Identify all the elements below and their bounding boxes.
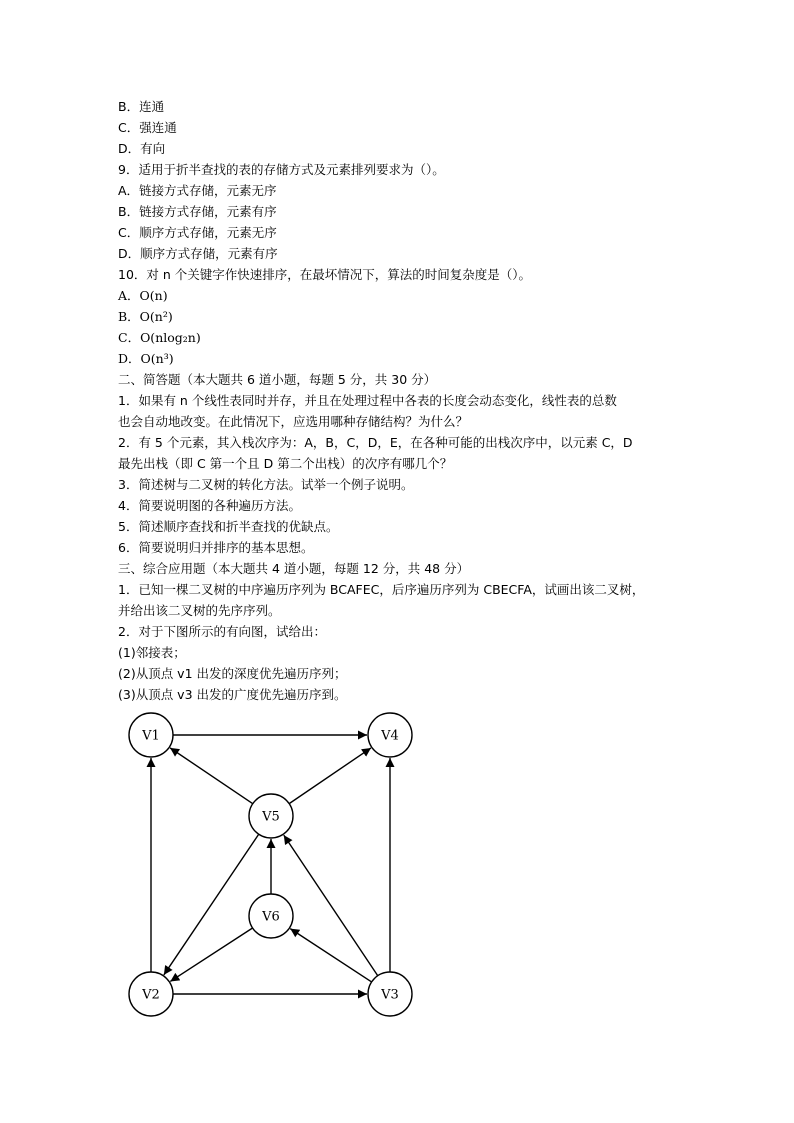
question-9: 9．适用于折半查找的表的存储方式及元素排列要求为（）。 xyxy=(118,162,445,177)
s2-question-4: 4．简要说明图的各种遍历方法。 xyxy=(118,498,301,513)
node-v4 xyxy=(368,713,412,757)
q10-option-b: B．O(n²) xyxy=(118,309,173,324)
s2-question-1-line-1: 1．如果有 n 个线性表同时并存，并且在处理过程中各表的长度会动态变化，线性表的总数 xyxy=(118,393,617,408)
option-c-strongly-connected: C．强连通 xyxy=(118,120,177,135)
s2-question-1-line-2: 也会自动地改变。在此情况下，应选用哪种存储结构？为什么？ xyxy=(118,414,469,429)
edge-v6-to-v2 xyxy=(170,928,252,981)
section-2-heading: 二、简答题（本大题共 6 道小题，每题 5 分，共 30 分） xyxy=(118,372,437,387)
s3-q2-part-1: (1)邻接表； xyxy=(118,645,186,660)
q10-option-c: C．O(nlog₂n) xyxy=(118,330,201,345)
q9-option-b: B．链接方式存储，元素有序 xyxy=(118,204,277,219)
edge-v3-to-v6 xyxy=(290,929,371,982)
node-label: V1 xyxy=(142,728,160,744)
q9-option-a: A．链接方式存储，元素无序 xyxy=(118,183,277,198)
section-3-heading: 三、综合应用题（本大题共 4 道小题，每题 12 分，共 48 分） xyxy=(118,561,470,576)
option-b-connected: B．连通 xyxy=(118,99,165,114)
s2-question-2-line-1: 2．有 5 个元素，其入栈次序为：A，B，C，D，E，在各种可能的出栈次序中，以元素 C，D xyxy=(118,435,633,450)
s3-question-2: 2．对于下图所示的有向图，试给出： xyxy=(118,624,326,639)
node-v5 xyxy=(249,794,293,838)
s3-question-1-line-1: 1．已知一棵二叉树的中序遍历序列为 BCAFEC，后序遍历序列为 CBECFA，试画出该二叉树， xyxy=(118,582,645,597)
node-label: V3 xyxy=(381,987,399,1003)
s2-question-5: 5．简述顺序查找和折半查找的优缺点。 xyxy=(118,519,339,534)
edge-v5-to-v1 xyxy=(170,748,253,804)
node-label: V4 xyxy=(381,728,399,744)
s2-question-6: 6．简要说明归并排序的基本思想。 xyxy=(118,540,314,555)
edge-v5-to-v4 xyxy=(289,748,371,804)
q10-option-d: D．O(n³) xyxy=(118,351,174,366)
q9-option-d: D．顺序方式存储，元素有序 xyxy=(118,246,278,261)
option-d-directed: D．有向 xyxy=(118,141,166,156)
q9-option-c: C．顺序方式存储，元素无序 xyxy=(118,225,277,240)
node-v2 xyxy=(129,972,173,1016)
edge-v5-to-v2 xyxy=(164,834,259,975)
node-v1 xyxy=(129,713,173,757)
s3-question-1-line-2: 并给出该二叉树的先序序列。 xyxy=(118,603,281,618)
node-v3 xyxy=(368,972,412,1016)
s2-question-3: 3．简述树与二叉树的转化方法。试举一个例子说明。 xyxy=(118,477,414,492)
node-label: V5 xyxy=(262,809,280,825)
node-label: V6 xyxy=(262,909,280,925)
node-label: V2 xyxy=(142,987,160,1003)
question-10: 10．对 n 个关键字作快速排序，在最坏情况下，算法的时间复杂度是（）。 xyxy=(118,267,532,282)
s2-question-2-line-2: 最先出栈（即 C 第一个且 D 第二个出栈）的次序有哪几个？ xyxy=(118,456,453,471)
s3-q2-part-2: (2)从顶点 v1 出发的深度优先遍历序列； xyxy=(118,666,347,681)
q10-option-a: A．O(n) xyxy=(118,288,168,303)
s3-q2-part-3: (3)从顶点 v3 出发的广度优先遍历序到。 xyxy=(118,687,347,702)
node-v6 xyxy=(249,894,293,938)
